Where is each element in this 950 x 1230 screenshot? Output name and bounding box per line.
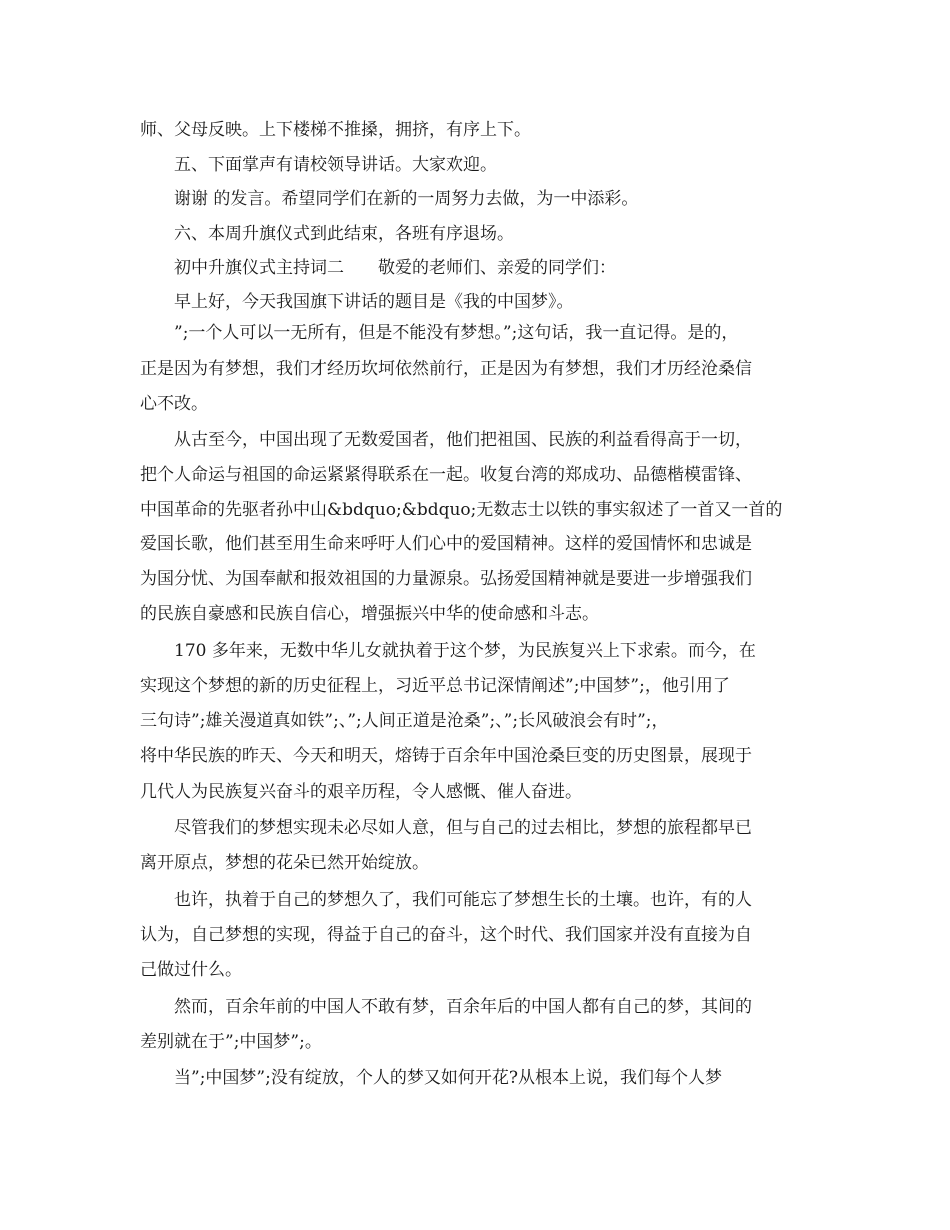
text-line: 尽管我们的梦想实现未必尽如人意，但与自己的过去相比，梦想的旅程都早已 xyxy=(174,818,752,838)
text-line: 早上好，今天我国旗下讲话的题目是《我的中国梦》。 xyxy=(174,292,574,312)
text-line: 差别就在于”;中国梦”;。 xyxy=(140,1032,322,1052)
text-line: 也许，执着于自己的梦想久了，我们可能忘了梦想生长的土壤。也许，有的人 xyxy=(174,890,752,910)
text-line: 师、父母反映。上下楼梯不推搡，拥挤，有序上下。 xyxy=(140,120,531,140)
text-line: 170 多年来，无数中华儿女就执着于这个梦，为民族复兴上下求索。而今，在 xyxy=(174,641,756,661)
text-line: 初中升旗仪式主持词二 敬爱的老师们、亲爱的同学们： xyxy=(174,258,616,278)
text-line: 的民族自豪感和民族自信心，增强振兴中华的使命感和斗志。 xyxy=(140,604,599,624)
text-line: 爱国长歌，他们甚至用生命来呼吁人们心中的爱国精神。这样的爱国情怀和忠诚是 xyxy=(140,534,752,554)
text-line: ”;一个人可以一无所有，但是不能没有梦想。”;这句话，我一直记得。是的， xyxy=(174,323,739,343)
text-line: 己做过什么。 xyxy=(140,960,242,980)
text-line: 为国分忧、为国奉献和报效祖国的力量源泉。弘扬爱国精神就是要进一步增强我们 xyxy=(140,569,752,589)
text-line: 把个人命运与祖国的命运紧紧得联系在一起。收复台湾的郑成功、品德楷模雷锋、 xyxy=(140,465,752,485)
text-line: 从古至今，中国出现了无数爱国者，他们把祖国、民族的利益看得高于一切， xyxy=(174,430,752,450)
text-line: 中国革命的先驱者孙中山&bdquo;&bdquo;无数志士以铁的事实叙述了一首又一首的 xyxy=(140,500,783,520)
text-line: 正是因为有梦想，我们才经历坎坷依然前行，正是因为有梦想，我们才历经沧桑信 xyxy=(140,359,752,379)
text-line: 离开原点，梦想的花朵已然开始绽放。 xyxy=(140,853,429,873)
text-line: 实现这个梦想的新的历史征程上，习近平总书记深情阐述”;中国梦”;，他引用了 xyxy=(140,676,730,696)
text-line: 三句诗”;雄关漫道真如铁”;、”;人间正道是沧桑”;、”;长风破浪会有时”;， xyxy=(140,711,669,731)
text-line: 将中华民族的昨天、今天和明天，熔铸于百余年中国沧桑巨变的历史图景，展现于 xyxy=(140,746,752,766)
text-line: 五、下面掌声有请校领导讲话。大家欢迎。 xyxy=(174,155,497,175)
text-line: 当”;中国梦”;没有绽放，个人的梦又如何开花?从根本上说，我们每个人梦 xyxy=(174,1068,722,1088)
text-line: 认为，自己梦想的实现，得益于自己的奋斗，这个时代、我们国家并没有直接为自 xyxy=(140,925,752,945)
text-line: 几代人为民族复兴奋斗的艰辛历程，令人感慨、催人奋进。 xyxy=(140,782,582,802)
text-line: 然而，百余年前的中国人不敢有梦，百余年后的中国人都有自己的梦，其间的 xyxy=(174,997,752,1017)
text-line: 心不改。 xyxy=(140,394,208,414)
text-line: 谢谢 的发言。希望同学们在新的一周努力去做，为一中添彩。 xyxy=(174,189,639,209)
text-line: 六、本周升旗仪式到此结束，各班有序退场。 xyxy=(174,224,514,244)
